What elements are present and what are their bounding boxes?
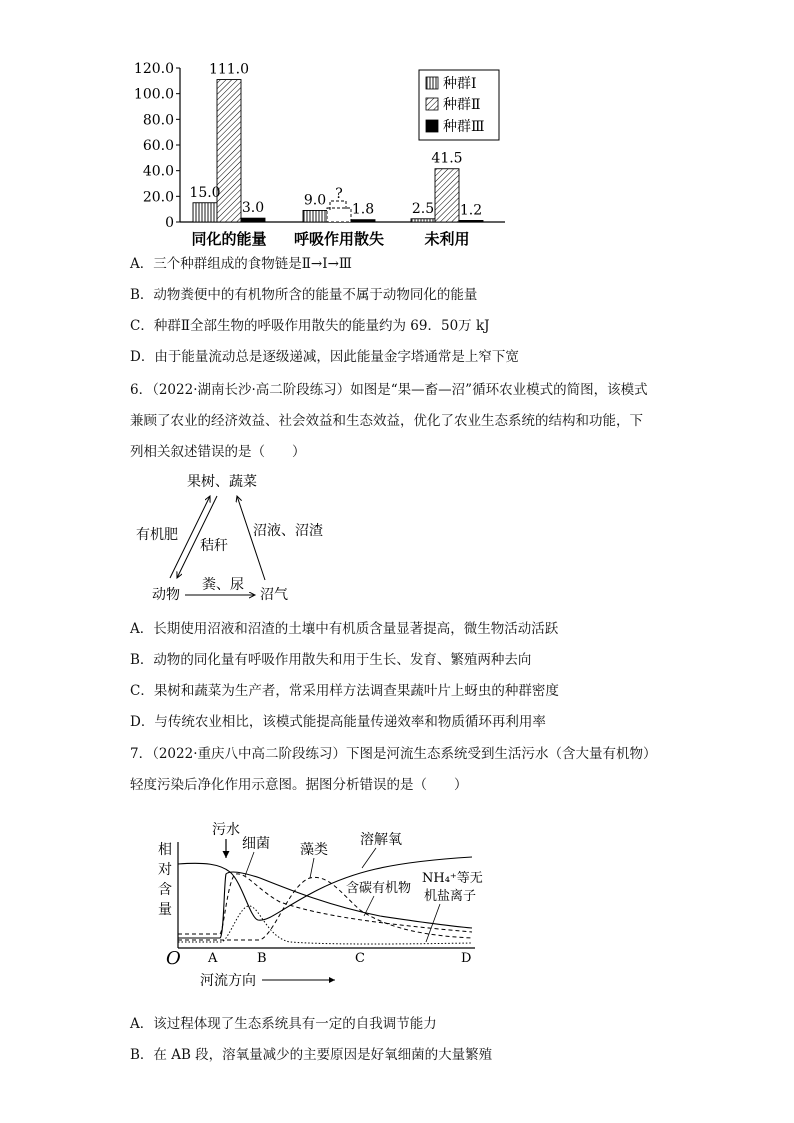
data-label: ? bbox=[335, 186, 343, 202]
q7-option-b: B．在 AB 段，溶氧量减少的主要原因是好氧细菌的大量繁殖 bbox=[130, 1047, 493, 1063]
node-producers: 果树、蔬菜 bbox=[187, 474, 257, 490]
leader-oxygen bbox=[362, 848, 376, 868]
q5-option-b: B．动物粪便中的有机物所含的能量不属于动物同化的能量 bbox=[130, 287, 478, 303]
q6-stem-3: 列相关叙述错误的是（ ） bbox=[130, 444, 306, 460]
label-nh4-line1: NH₄⁺等无 bbox=[422, 871, 483, 886]
bar bbox=[351, 220, 375, 222]
q6-option-b: B．动物的同化量有呼吸作用散失和用于生长、发育、繁殖两种去向 bbox=[130, 652, 532, 668]
data-label: 111.0 bbox=[208, 61, 250, 78]
data-label: 41.5 bbox=[431, 150, 463, 167]
label-organic: 有机肥 bbox=[136, 527, 178, 543]
point-a: A bbox=[208, 951, 218, 966]
bar bbox=[217, 80, 241, 222]
legend-swatch-3 bbox=[426, 120, 438, 132]
ylabel-char-1: 相 bbox=[158, 842, 172, 858]
label-oxygen: 溶解氧 bbox=[360, 832, 402, 848]
label-bacteria: 细菌 bbox=[242, 836, 270, 852]
q6-stem-2: 兼顾了农业的经济效益、社会效益和生态效益，优化了农业生态系统的结构和功能，下 bbox=[130, 413, 643, 429]
q6-stem-1: 6．（2022·湖南长沙·高二阶段练习）如图是“果—畜—沼”循环农业模式的简图，该模式 bbox=[130, 382, 648, 398]
point-c: C bbox=[355, 951, 365, 966]
y-tick-label: 0 bbox=[165, 215, 174, 231]
y-tick-label: 60.0 bbox=[142, 138, 174, 154]
bar bbox=[303, 210, 327, 222]
arrow-straw bbox=[177, 496, 217, 578]
q6-option-c: C．果树和蔬菜为生产者，常采用样方法调查果蔬叶片上蚜虫的种群密度 bbox=[130, 683, 559, 699]
data-label: 15.0 bbox=[189, 184, 221, 201]
ylabel-char-2: 对 bbox=[158, 862, 172, 878]
chart-legend bbox=[419, 70, 499, 140]
q6-option-d: D．与传统农业相比，该模式能提高能量传递效率和物质循环再利用率 bbox=[130, 714, 546, 730]
label-organic-carbon: 含碳有机物 bbox=[346, 881, 412, 896]
farm-cycle-diagram bbox=[125, 468, 385, 608]
q5-option-d: D．由于能量流动总是逐级递减，因此能量金字塔通常是上窄下宽 bbox=[130, 349, 519, 365]
y-tick-label: 20.0 bbox=[142, 189, 174, 206]
category-label: 未利用 bbox=[424, 230, 470, 248]
node-animals: 动物 bbox=[152, 587, 180, 603]
y-tick-label: 100.0 bbox=[133, 86, 174, 103]
label-biogas: 沼液、沼渣 bbox=[253, 523, 323, 539]
data-label: 1.8 bbox=[351, 201, 375, 218]
bar bbox=[459, 220, 483, 222]
label-straw: 秸秆 bbox=[200, 538, 228, 554]
xlabel-river-direction: 河流方向 bbox=[200, 973, 256, 989]
data-label: 2.5 bbox=[411, 200, 435, 217]
label-manure: 粪、尿 bbox=[202, 577, 244, 593]
leader-algae bbox=[310, 858, 314, 878]
category-label: 同化的能量 bbox=[191, 230, 267, 248]
energy-bar-chart bbox=[0, 0, 794, 250]
legend-label-1: 种群Ⅰ bbox=[443, 76, 477, 92]
q5-option-a: A．三个种群组成的食物链是Ⅱ→Ⅰ→Ⅲ bbox=[130, 256, 352, 272]
data-label: 3.0 bbox=[241, 200, 265, 217]
category-label: 呼吸作用散失 bbox=[293, 230, 385, 248]
node-biogas: 沼气 bbox=[260, 587, 288, 603]
q6-option-a: A．长期使用沼液和沼渣的土壤中有机质含量显著提高，微生物活动活跃 bbox=[130, 621, 559, 637]
legend-label-2: 种群Ⅱ bbox=[443, 97, 481, 113]
bar bbox=[435, 169, 459, 222]
q7-stem-2: 轻度污染后净化作用示意图。据图分析错误的是（ ） bbox=[130, 777, 468, 793]
ylabel-char-4: 量 bbox=[158, 902, 172, 918]
point-d: D bbox=[461, 951, 472, 966]
leader-organic-carbon bbox=[364, 896, 374, 916]
data-label: 9.0 bbox=[303, 192, 327, 209]
bar bbox=[193, 203, 217, 222]
bar-unknown bbox=[327, 208, 351, 222]
point-b: B bbox=[257, 951, 267, 966]
y-tick-label: 120.0 bbox=[133, 61, 174, 77]
y-tick-label: 80.0 bbox=[142, 112, 174, 129]
river-purification-figure bbox=[150, 812, 530, 992]
q5-option-c: C．种群Ⅱ全部生物的呼吸作用散失的能量约为 69．50万 kJ bbox=[130, 318, 490, 334]
y-tick-label: 40.0 bbox=[142, 163, 174, 180]
ylabel-char-3: 含 bbox=[158, 882, 172, 898]
data-label: 1.2 bbox=[459, 202, 483, 219]
sewage-label: 污水 bbox=[212, 822, 240, 838]
q7-option-a: A．该过程体现了生态系统具有一定的自我调节能力 bbox=[130, 1016, 437, 1032]
label-algae: 藻类 bbox=[300, 842, 328, 858]
label-nh4-line2: 机盐离子 bbox=[424, 889, 477, 904]
bar bbox=[411, 219, 435, 222]
legend-swatch-1 bbox=[426, 77, 438, 89]
bar bbox=[241, 218, 265, 222]
leader-bacteria bbox=[245, 852, 254, 876]
legend-label-3: 种群Ⅲ bbox=[443, 119, 485, 135]
origin-label: O bbox=[166, 948, 181, 969]
q7-stem-1: 7．（2022·重庆八中高二阶段练习）下图是河流生态系统受到生活污水（含大量有机物） bbox=[130, 746, 657, 762]
legend-swatch-2 bbox=[426, 98, 438, 110]
